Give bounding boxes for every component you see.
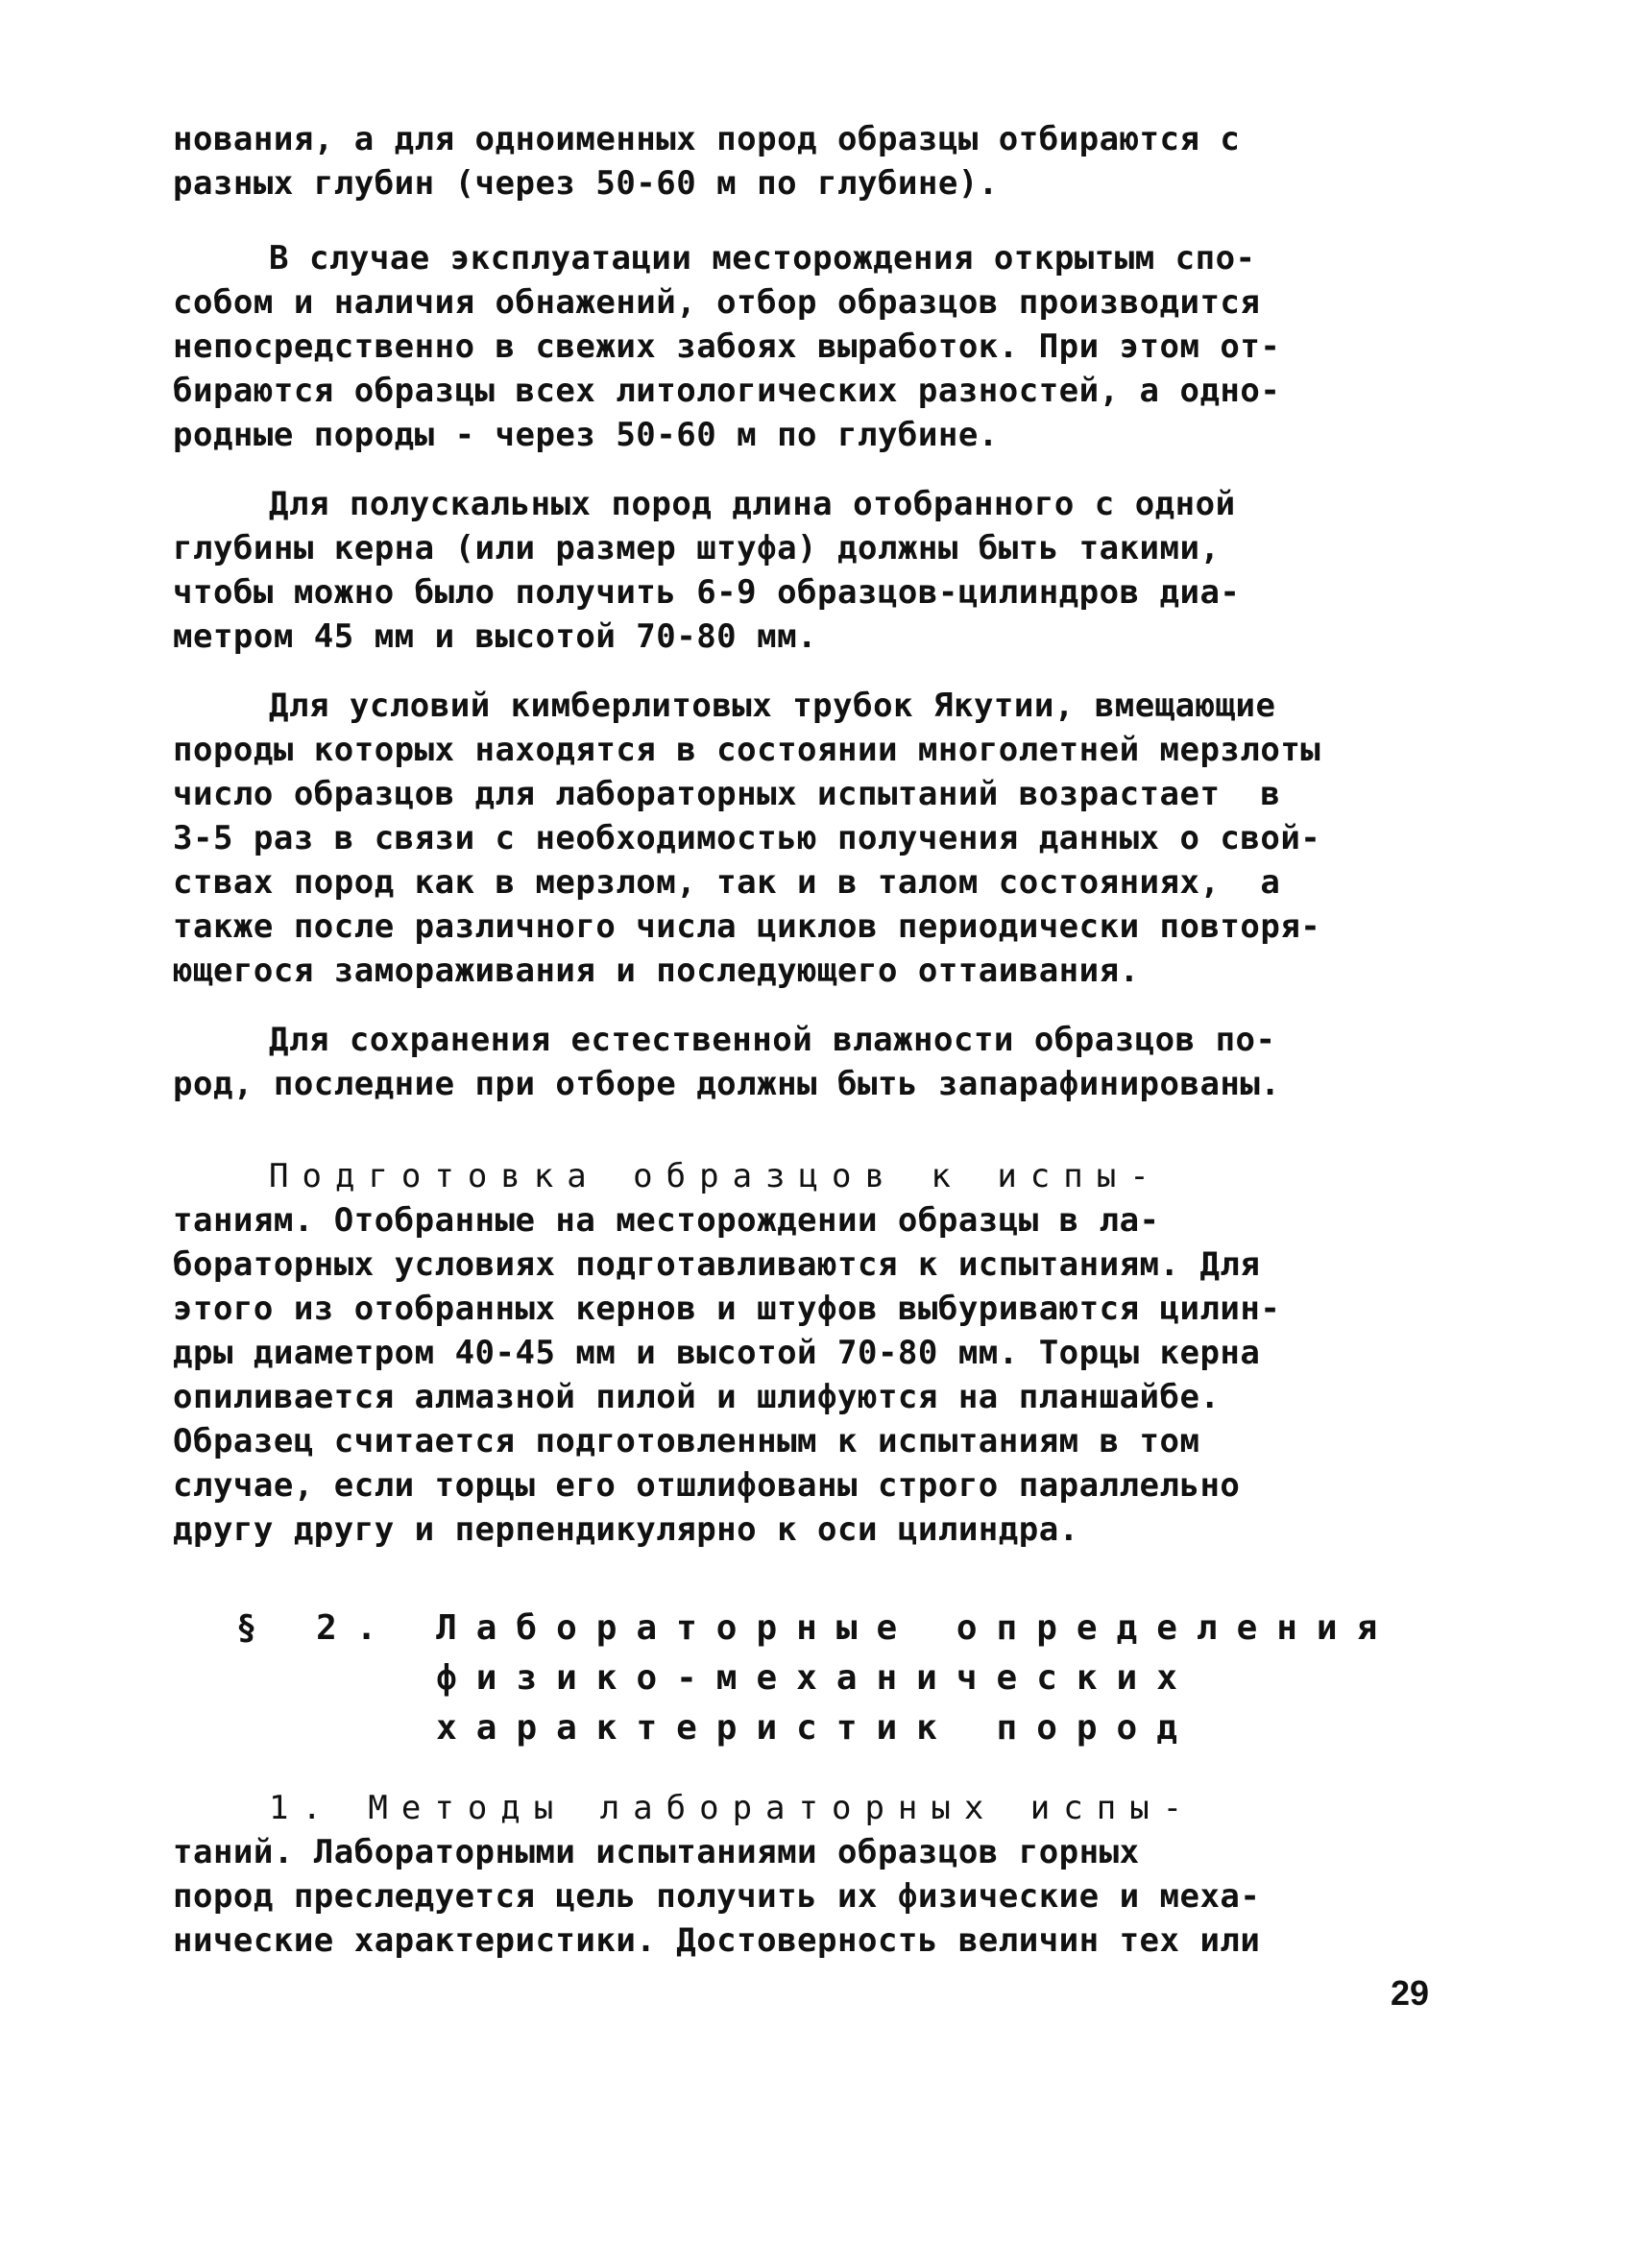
text-line: бираются образцы всех литологических разностей, а одно-	[173, 372, 1281, 410]
section-heading	[173, 1604, 1460, 1753]
text-line: чтобы можно было получить 6-9 образцов-цилиндров диа-	[173, 573, 1241, 612]
paragraph-5	[173, 1018, 1460, 1106]
heading-line: характеристик пород	[436, 1708, 1197, 1748]
paragraph-1	[173, 117, 1460, 205]
text-line: Для полускальных пород длина отобранного с одной	[269, 485, 1236, 523]
text-line: нования, а для одноименных пород образцы отбираются с	[173, 120, 1241, 158]
text-line: разных глубин (через 50-60 м по глубине).	[173, 164, 999, 203]
heading-line: физико-механических	[436, 1658, 1197, 1698]
text-line: Для условий кимберлитовых трубок Якутии, вмещающие	[269, 687, 1276, 725]
paragraph-6	[173, 1154, 1460, 1552]
text-line: дры диаметром 40-45 мм и высотой 70-80 мм. Торцы керна	[173, 1334, 1261, 1372]
paragraph-2	[173, 236, 1460, 457]
text-line: непосредственно в свежих забоях выработок. При этом от-	[173, 327, 1281, 366]
text-line: другу другу и перпендикулярно к оси цилиндра.	[173, 1510, 1079, 1549]
text-line: род, последние при отборе должны быть запарафинированы.	[173, 1065, 1281, 1103]
text-line: ствах пород как в мерзлом, так и в талом состояниях, а	[173, 863, 1281, 902]
text-line: опиливается алмазной пилой и шлифуются на планшайбе.	[173, 1378, 1221, 1416]
paragraph-3	[173, 482, 1460, 659]
spaced-lead-line: 1. Методы лабораторных испы-	[269, 1789, 1197, 1827]
spaced-lead-line: Подготовка образцов к испы-	[269, 1157, 1163, 1195]
text-line: нические характеристики. Достоверность величин тех или	[173, 1921, 1261, 1960]
paragraph-4	[173, 684, 1460, 993]
text-line: собом и наличия обнажений, отбор образцов производится	[173, 283, 1261, 322]
text-line: ющегося замораживания и последующего оттаивания.	[173, 952, 1140, 990]
text-line: глубины керна (или размер штуфа) должны быть такими,	[173, 529, 1221, 567]
text-line: 3-5 раз в связи с необходимостью получения данных о свой-	[173, 819, 1321, 857]
text-line: метром 45 мм и высотой 70-80 мм.	[173, 617, 818, 656]
subsection-paragraph	[173, 1786, 1460, 1963]
text-line: таний. Лабораторными испытаниями образцов горных	[173, 1833, 1140, 1871]
text-line: породы которых находятся в состоянии многолетней мерзлоты	[173, 731, 1321, 769]
text-line: пород преследуется цель получить их физические и меха-	[173, 1877, 1261, 1916]
text-line: также после различного числа циклов периодически повторя-	[173, 907, 1321, 946]
text-line: родные породы - через 50-60 м по глубине.	[173, 416, 999, 454]
text-line: Для сохранения естественной влажности образцов по-	[269, 1021, 1276, 1059]
text-line: бораторных условиях подготавливаются к испытаниям. Для	[173, 1245, 1261, 1284]
text-line: В случае эксплуатации месторождения открытым спо-	[269, 239, 1256, 277]
text-line: Образец считается подготовленным к испытаниям в том	[173, 1422, 1200, 1460]
text-line: таниям. Отобранные на месторождении образцы в ла-	[173, 1201, 1160, 1240]
text-line: случае, если торцы его отшлифованы строго параллельно	[173, 1466, 1241, 1505]
text-line: число образцов для лабораторных испытаний возрастает в	[173, 775, 1281, 813]
text-line: этого из отобранных кернов и штуфов выбуриваются цилин-	[173, 1290, 1281, 1328]
heading-line: § 2. Лабораторные определения	[235, 1608, 1397, 1648]
page-number: 29	[1391, 1973, 1430, 2013]
